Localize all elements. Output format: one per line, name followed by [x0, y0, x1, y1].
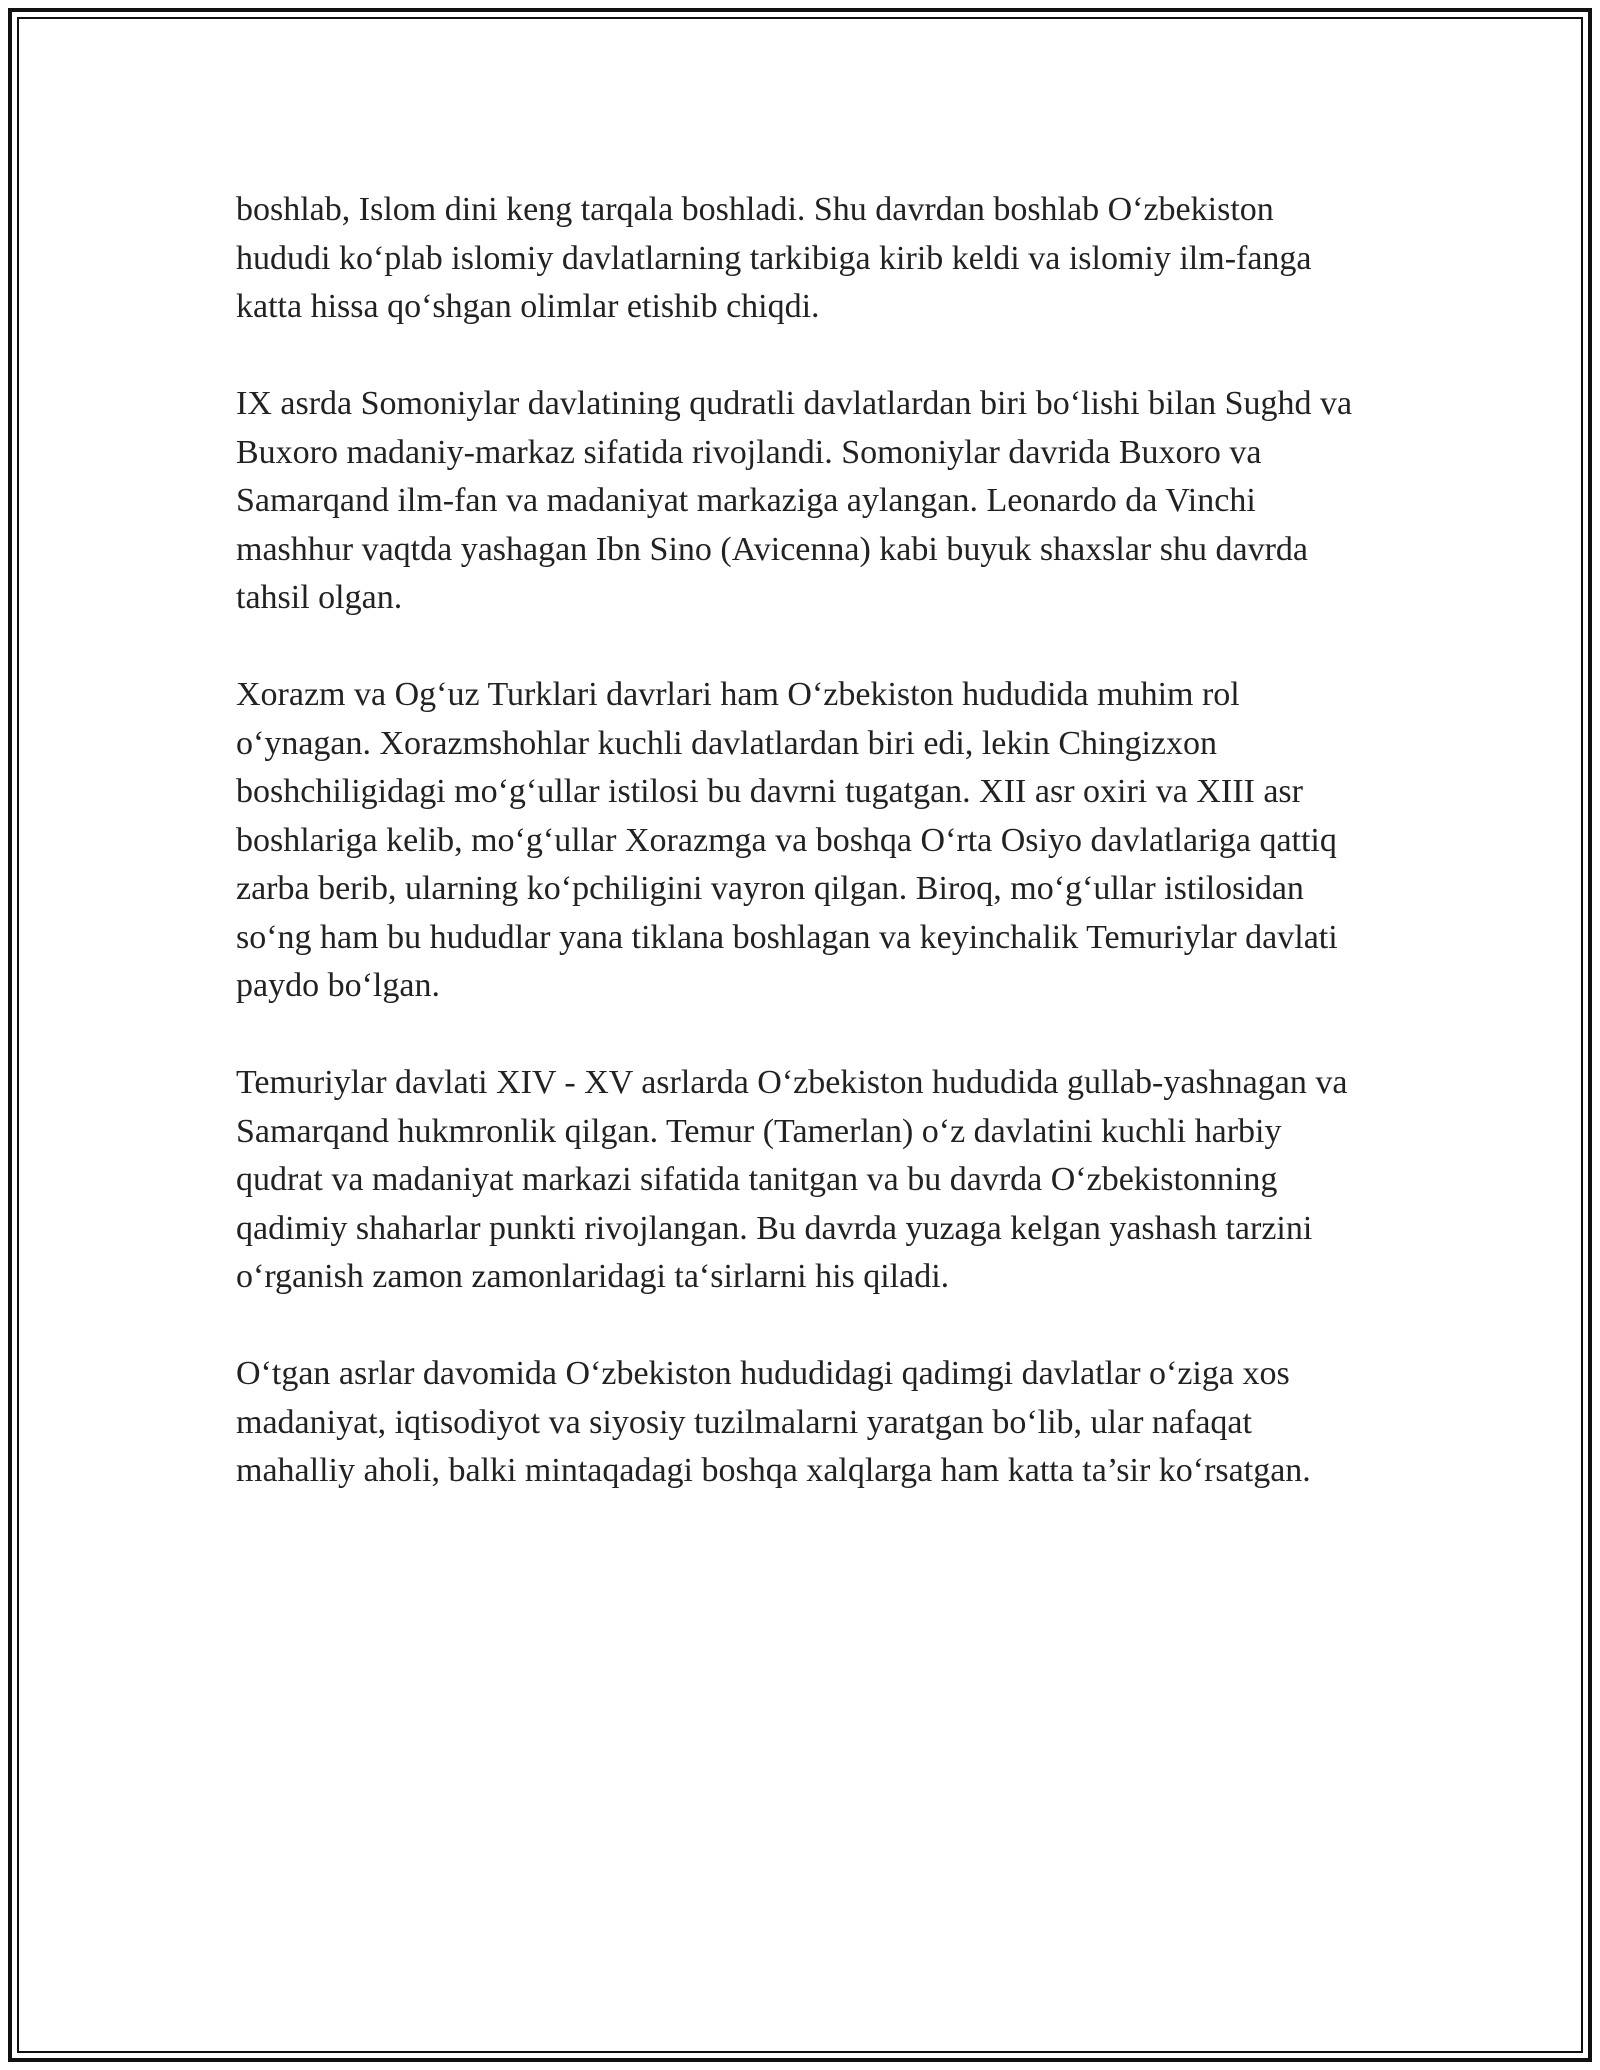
- paragraph-1: boshlab, Islom dini keng tarqala boshladi. Shu davrdan boshlab O‘zbekiston hududi ko‘plab islomiy davlatlarning tarkibiga kirib keldi va islomiy ilm-fanga katta hissa qo‘shgan olimlar etishib chiqdi.: [236, 191, 1312, 325]
- paragraph-2: IX asrda Somoniylar davlatining qudratli davlatlardan biri bo‘lishi bilan Sughd va Buxoro madaniy-markaz sifatida rivojlandi. Somoniylar davrida Buxoro va Samarqand ilm-fan va madaniyat markaziga aylangan. Leonardo da Vinchi mashhur vaqtda yashagan Ibn Sino (Avicenna) kabi buyuk shaxslar shu davrda tahsil olgan.: [236, 385, 1353, 616]
- document-body: [236, 186, 1356, 1544]
- paragraph-3: Xorazm va Og‘uz Turklari davrlari ham O‘zbekiston hududida muhim rol o‘ynagan. Xorazmshohlar kuchli davlatlardan biri edi, lekin Chingizxon boshchiligidagi mo‘g‘ullar istilosi bu davrni tugatgan. XII asr oxiri va XIII asr boshlariga kelib, mo‘g‘ullar Xorazmga va boshqa O‘rta Osiyo davlatlariga qattiq zarba berib, ularning ko‘pchiligini vayron qilgan. Biroq, mo‘g‘ullar istilosidan so‘ng ham bu hududlar yana tiklana boshlagan va keyinchalik Temuriylar davlati paydo bo‘lgan.: [236, 676, 1338, 1004]
- paragraph-4: Temuriylar davlati XIV - XV asrlarda O‘zbekiston hududida gullab-yashnagan va Samarqand hukmronlik qilgan. Temur (Tamerlan) o‘z davlatini kuchli harbiy qudrat va madaniyat markazi sifatida tanitgan va bu davrda O‘zbekistonning qadimiy shaharlar punkti rivojlangan. Bu davrda yuzaga kelgan yashash tarzini o‘rganish zamon zamonlaridagi ta‘sirlarni his qiladi.: [236, 1064, 1348, 1295]
- paragraph-5: O‘tgan asrlar davomida O‘zbekiston hududidagi qadimgi davlatlar o‘ziga xos madaniyat, iqtisodiyot va siyosiy tuzilmalarni yaratgan bo‘lib, ular nafaqat mahalliy aholi, balki mintaqadagi boshqa xalqlarga ham katta ta’sir ko‘rsatgan.: [236, 1355, 1311, 1489]
